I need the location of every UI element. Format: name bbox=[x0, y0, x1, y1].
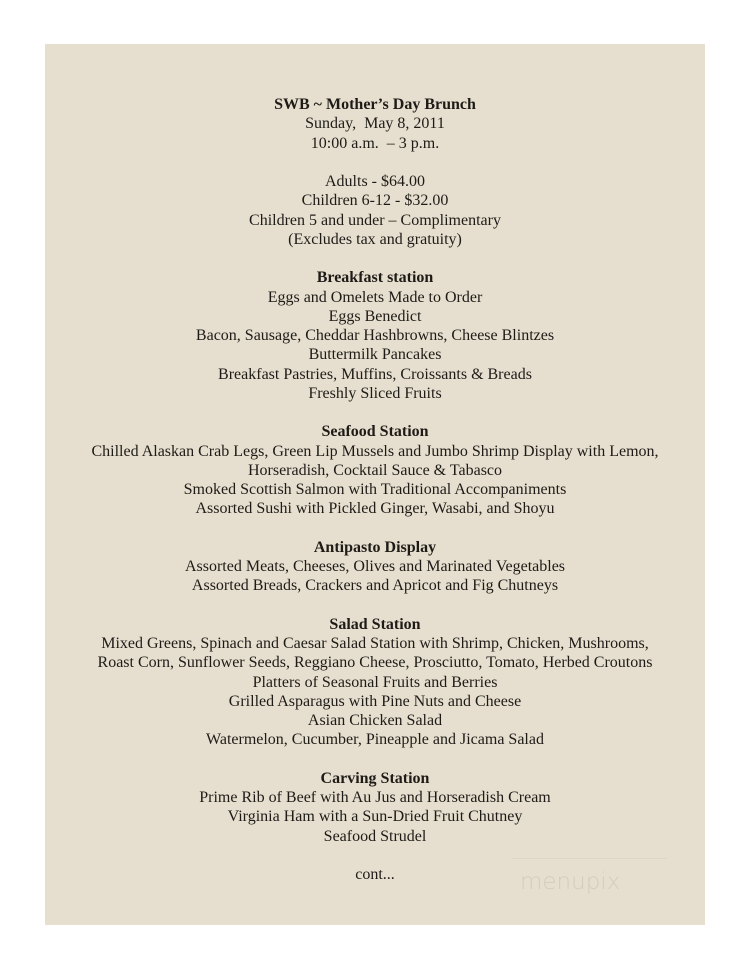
menu-item: Watermelon, Cucumber, Pineapple and Jicama Salad bbox=[206, 731, 544, 749]
menu-section bbox=[45, 422, 705, 518]
pricing bbox=[45, 172, 705, 249]
menu-header bbox=[45, 95, 705, 153]
section-title: Seafood Station bbox=[321, 423, 429, 441]
event-date: Sunday, May 8, 2011 bbox=[305, 115, 445, 133]
menupix-watermark bbox=[512, 858, 667, 908]
menu-item: Mixed Greens, Spinach and Caesar Salad Station with Shrimp, Chicken, Mushrooms, bbox=[101, 635, 649, 652]
menu-item: Prime Rib of Beef with Au Jus and Horseradish Cream bbox=[199, 789, 551, 806]
section-title: Breakfast station bbox=[316, 269, 434, 287]
menu-item: Assorted Meats, Cheeses, Olives and Marinated Vegetables bbox=[184, 558, 566, 575]
menu-item: Virginia Ham with a Sun-Dried Fruit Chutney bbox=[227, 808, 523, 826]
continued-text: cont... bbox=[355, 866, 395, 883]
menu-item: Asian Chicken Salad bbox=[307, 712, 443, 729]
menu-section bbox=[45, 538, 705, 596]
menu-item: Breakfast Pastries, Muffins, Croissants & Breads bbox=[218, 365, 532, 383]
menu-item: Platters of Seasonal Fruits and Berries bbox=[252, 673, 498, 691]
price-line: Adults - $64.00 bbox=[325, 173, 425, 190]
menu-title: SWB ~ Mother’s Day Brunch bbox=[274, 96, 476, 113]
section-title: Carving Station bbox=[320, 769, 430, 787]
menu-item: Smoked Scottish Salmon with Traditional Accompaniments bbox=[183, 481, 567, 498]
section-title: Antipasto Display bbox=[313, 538, 437, 556]
event-time: 10:00 a.m. – 3 p.m. bbox=[310, 134, 440, 152]
menu-item: Seafood Strudel bbox=[323, 827, 427, 845]
menu-section bbox=[45, 769, 705, 846]
menu-item: Assorted Breads, Crackers and Apricot and Fig Chutneys bbox=[191, 577, 559, 595]
price-line: Children 5 and under – Complimentary bbox=[249, 211, 501, 229]
menu-item: Roast Corn, Sunflower Seeds, Reggiano Cheese, Prosciutto, Tomato, Herbed Croutons bbox=[97, 654, 653, 672]
menu-item: Freshly Sliced Fruits bbox=[308, 384, 442, 402]
section-title: Salad Station bbox=[329, 615, 421, 633]
menu-page bbox=[45, 44, 705, 925]
menu-item: Eggs and Omelets Made to Order bbox=[267, 288, 483, 306]
menu-item: Buttermilk Pancakes bbox=[308, 346, 442, 364]
menu-item: Eggs Benedict bbox=[328, 307, 422, 325]
menu-item: Horseradish, Cocktail Sauce & Tabasco bbox=[247, 461, 503, 479]
menu-item: Grilled Asparagus with Pine Nuts and Cheese bbox=[228, 692, 522, 710]
menu-item: Assorted Sushi with Pickled Ginger, Wasabi, and Shoyu bbox=[195, 500, 555, 518]
price-line: Children 6-12 - $32.00 bbox=[301, 192, 449, 210]
watermark-text: menupix bbox=[520, 869, 621, 895]
menu-content bbox=[45, 95, 705, 904]
menu-item: Chilled Alaskan Crab Legs, Green Lip Mussels and Jumbo Shrimp Display with Lemon, bbox=[91, 442, 659, 460]
price-note: (Excludes tax and gratuity) bbox=[288, 230, 462, 248]
menu-section bbox=[45, 615, 705, 750]
menu-item: Bacon, Sausage, Cheddar Hashbrowns, Cheese Blintzes bbox=[195, 327, 555, 344]
menu-section bbox=[45, 268, 705, 403]
